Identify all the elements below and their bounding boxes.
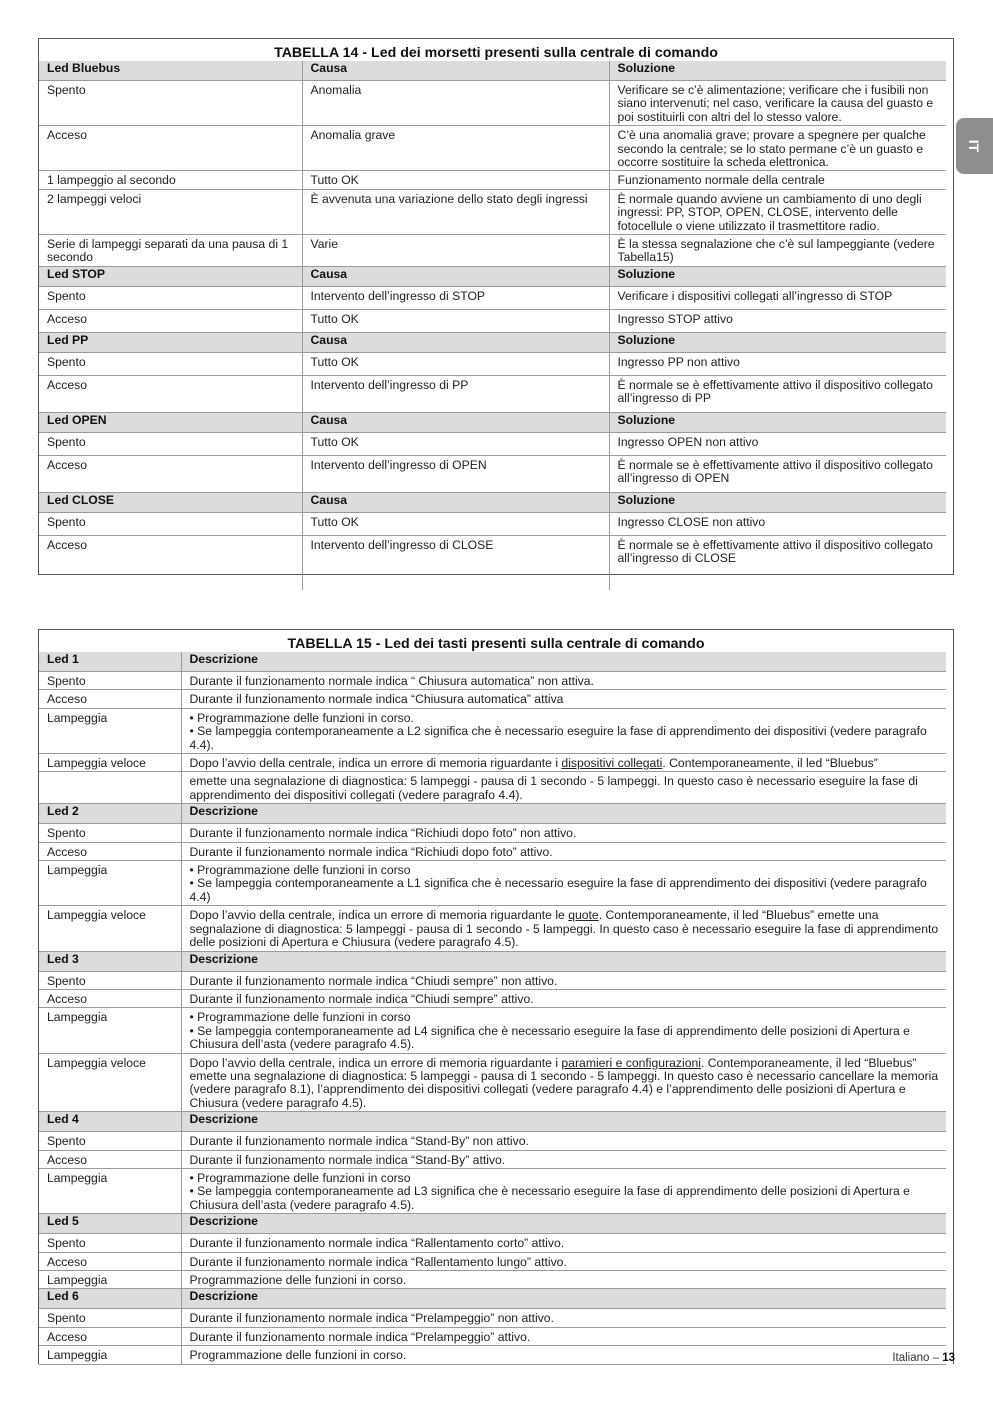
header-cell: Descrizione	[181, 1214, 946, 1234]
table-15-title: TABELLA 15 - Led dei tasti presenti sulla centrale di comando	[287, 636, 705, 652]
table-cell: Durante il funzionamento normale indica “Richiudi dopo foto” attivo.	[181, 842, 946, 860]
table-cell: Lampeggia	[39, 1271, 181, 1289]
table-cell	[39, 772, 181, 804]
table-cell: Ingresso CLOSE non attivo	[609, 513, 946, 536]
table-row	[39, 81, 946, 126]
table-cell: Intervento dell’ingresso di PP	[302, 376, 609, 413]
table-cell: Intervento dell’ingresso di STOP	[302, 287, 609, 310]
table-cell: Durante il funzionamento normale indica “Chiudi sempre” non attivo.	[181, 971, 946, 989]
table-cell: Acceso	[39, 456, 302, 493]
language-tab-label: IT	[966, 139, 983, 153]
table-cell: Tutto OK	[302, 171, 609, 189]
header-cell: Soluzione	[609, 413, 946, 433]
section-header	[39, 333, 946, 353]
header-cell: Led STOP	[39, 267, 302, 287]
table-cell: Spento	[39, 287, 302, 310]
table-cell: È normale se è effettivamente attivo il dispositivo collegato all’ingresso di PP	[609, 376, 946, 413]
table-row	[39, 171, 946, 189]
table-cell: Intervento dell’ingresso di CLOSE	[302, 536, 609, 591]
table-row	[39, 456, 946, 493]
table-row	[39, 1168, 946, 1213]
table-cell: Serie di lampeggi separati da una pausa di 1 secondo	[39, 235, 302, 267]
table-cell: Programmazione delle funzioni in corso.	[181, 1271, 946, 1289]
table-cell: 2 lampeggi veloci	[39, 189, 302, 234]
table-15-grid	[39, 652, 946, 1365]
table-row	[39, 235, 946, 267]
table-cell: Ingresso STOP attivo	[609, 310, 946, 333]
footer-language: Italiano	[892, 1352, 930, 1364]
language-tab[interactable]	[956, 118, 993, 174]
page-number: 13	[942, 1352, 955, 1364]
table-cell: Ingresso OPEN non attivo	[609, 433, 946, 456]
table-cell: Programmazione delle funzioni in corso.	[181, 1346, 946, 1364]
header-cell: Causa	[302, 413, 609, 433]
table-cell: Durante il funzionamento normale indica “Chiusura automatica” attiva	[181, 690, 946, 708]
table-row	[39, 1252, 946, 1270]
table-row	[39, 1271, 946, 1289]
table-cell: C’è una anomalia grave; provare a spegnere per qualche secondo la centrale; se lo stato permane c’è un guasto e occorre sostituire la scheda elettronica.	[609, 126, 946, 171]
header-cell: Causa	[302, 61, 609, 81]
table-cell: Anomalia grave	[302, 126, 609, 171]
table-row	[39, 353, 946, 376]
header-cell: Descrizione	[181, 804, 946, 824]
table-cell: Spento	[39, 433, 302, 456]
table-cell: È normale se è effettivamente attivo il dispositivo collegato all’ingresso di CLOSE	[609, 536, 946, 591]
table-cell: Spento	[39, 1234, 181, 1252]
header-cell: Soluzione	[609, 493, 946, 513]
table-cell: Lampeggia	[39, 1168, 181, 1213]
table-cell: Lampeggia veloce	[39, 754, 181, 772]
table-cell: Spento	[39, 1132, 181, 1150]
header-cell: Led 5	[39, 1214, 181, 1234]
header-cell: Descrizione	[181, 951, 946, 971]
table-row	[39, 536, 946, 591]
section-header	[39, 267, 946, 287]
header-cell: Descrizione	[181, 1112, 946, 1132]
table-cell: Durante il funzionamento normale indica “Prelampeggio” attivo.	[181, 1327, 946, 1345]
table-cell: È normale quando avviene un cambiamento di uno degli ingressi: PP, STOP, OPEN, CLOSE, intervento delle fotocellule o viene utilizzato il trasmettitore radio.	[609, 189, 946, 234]
table-cell: Durante il funzionamento normale indica “Rallentamento lungo” attivo.	[181, 1252, 946, 1270]
table-row	[39, 513, 946, 536]
table-cell: Tutto OK	[302, 310, 609, 333]
section-header	[39, 493, 946, 513]
section-header	[39, 652, 946, 672]
header-cell: Soluzione	[609, 267, 946, 287]
table-row	[39, 842, 946, 860]
table-cell: Acceso	[39, 376, 302, 413]
table-cell: • Programmazione delle funzioni in corso • Se lampeggia contemporaneamente ad L3 significa che è necessario eseguire la fase di apprendimento delle posizioni di Apertura e Chiusura dell’asta (vedere paragrafo 4.5).	[181, 1168, 946, 1213]
table-cell: Spento	[39, 824, 181, 842]
section-header	[39, 1214, 946, 1234]
table-cell: Durante il funzionamento normale indica “Prelampeggio” non attivo.	[181, 1309, 946, 1327]
table-cell: Durante il funzionamento normale indica “Richiudi dopo foto” non attivo.	[181, 824, 946, 842]
table-cell: Intervento dell’ingresso di OPEN	[302, 456, 609, 493]
header-cell: Causa	[302, 493, 609, 513]
table-row	[39, 376, 946, 413]
table-row	[39, 287, 946, 310]
table-cell: Acceso	[39, 690, 181, 708]
table-cell: Ingresso PP non attivo	[609, 353, 946, 376]
table-cell: Verificare se c’è alimentazione; verificare che i fusibili non siano intervenuti; nel caso, verificare la causa del guasto e poi sostituirli con altri del lo stesso valore.	[609, 81, 946, 126]
table-row	[39, 772, 946, 804]
table-row	[39, 989, 946, 1007]
table-cell: È avvenuta una variazione dello stato degli ingressi	[302, 189, 609, 234]
table-row	[39, 690, 946, 708]
table-row	[39, 433, 946, 456]
table-cell: Spento	[39, 513, 302, 536]
table-cell: È normale se è effettivamente attivo il dispositivo collegato all’ingresso di OPEN	[609, 456, 946, 493]
table-row	[39, 1008, 946, 1053]
header-cell: Causa	[302, 333, 609, 353]
header-cell: Led PP	[39, 333, 302, 353]
table-row	[39, 1309, 946, 1327]
table-row	[39, 1053, 946, 1112]
table-cell: Acceso	[39, 989, 181, 1007]
footer-separator: –	[929, 1352, 943, 1364]
table-cell: Tutto OK	[302, 513, 609, 536]
table-cell: Acceso	[39, 126, 302, 171]
table-cell: • Programmazione delle funzioni in corso • Se lampeggia contemporaneamente ad L4 significa che è necessario eseguire la fase di apprendimento delle posizioni di Apertura e Chiusura dell’asta (vedere paragrafo 4.5).	[181, 1008, 946, 1053]
table-row	[39, 189, 946, 234]
table-cell: Durante il funzionamento normale indica “Stand-By” non attivo.	[181, 1132, 946, 1150]
section-header	[39, 413, 946, 433]
table-row	[39, 824, 946, 842]
table-14	[38, 38, 954, 575]
table-cell: Spento	[39, 81, 302, 126]
table-row	[39, 708, 946, 753]
table-cell: Spento	[39, 353, 302, 376]
table-row	[39, 1132, 946, 1150]
table-cell: Anomalia	[302, 81, 609, 126]
table-cell: Tutto OK	[302, 433, 609, 456]
header-cell: Led OPEN	[39, 413, 302, 433]
table-cell: Spento	[39, 1309, 181, 1327]
table-cell: Durante il funzionamento normale indica “Stand-By” attivo.	[181, 1150, 946, 1168]
table-cell: 1 lampeggio al secondo	[39, 171, 302, 189]
section-header	[39, 1112, 946, 1132]
table-cell: Durante il funzionamento normale indica “Rallentamento corto” attivo.	[181, 1234, 946, 1252]
table-cell: Lampeggia veloce	[39, 906, 181, 951]
header-cell: Led 2	[39, 804, 181, 824]
table-cell: Dopo l’avvio della centrale, indica un errore di memoria riguardante i paramieri e configurazioni. Contemporaneamente, il led “Bluebus” emette una segnalazione di diagnostica: 5 lampeggi - pausa di 1 secondo - 5 lampeggi. In questo caso è necessario cancellare la memoria (vedere paragrafo 8.1), l’apprendimento dei dispositivi collegati (vedere paragrafo 4.4) e l’apprendimento delle posizioni di Apertura e Chiusura (vedere paragrafo 4.5).	[181, 1053, 946, 1112]
table-cell: Acceso	[39, 1252, 181, 1270]
table-cell: Lampeggia	[39, 708, 181, 753]
table-row	[39, 861, 946, 906]
page-footer	[892, 1352, 955, 1364]
header-cell: Led Bluebus	[39, 61, 302, 81]
table-15	[38, 629, 954, 1364]
table-row	[39, 1234, 946, 1252]
table-14-grid	[39, 61, 946, 590]
table-row	[39, 906, 946, 951]
header-cell: Soluzione	[609, 333, 946, 353]
table-cell: Verificare i dispositivi collegati all’ingresso di STOP	[609, 287, 946, 310]
table-cell: emette una segnalazione di diagnostica: 5 lampeggi - pausa di 1 secondo - 5 lampeggi. In questo caso è necessario eseguire la fase di apprendimento dei dispositivi collegati (vedere paragrafo 4.4).	[181, 772, 946, 804]
table-cell: È la stessa segnalazione che c’è sul lampeggiante (vedere Tabella15)	[609, 235, 946, 267]
section-header	[39, 951, 946, 971]
header-cell: Causa	[302, 267, 609, 287]
table-cell: Acceso	[39, 1150, 181, 1168]
table-cell: Spento	[39, 672, 181, 690]
table-cell: Acceso	[39, 842, 181, 860]
section-header	[39, 61, 946, 81]
table-row	[39, 1150, 946, 1168]
header-cell: Led 6	[39, 1289, 181, 1309]
table-cell: Acceso	[47, 538, 87, 553]
table-cell: Funzionamento normale della centrale	[609, 171, 946, 189]
table-cell: Lampeggia	[39, 1346, 181, 1364]
table-cell: Acceso	[39, 310, 302, 333]
section-header	[39, 1289, 946, 1309]
table-row	[39, 1346, 946, 1364]
table-cell: • Programmazione delle funzioni in corso • Se lampeggia contemporaneamente a L1 significa che è necessario eseguire la fase di apprendimento dei dispositivi (vedere paragrafo 4.4)	[181, 861, 946, 906]
table-cell: Lampeggia veloce	[39, 1053, 181, 1112]
table-cell: Tutto OK	[302, 353, 609, 376]
table-row	[39, 1327, 946, 1345]
header-cell: Descrizione	[181, 1289, 946, 1309]
table-cell: Acceso	[39, 1327, 181, 1345]
header-cell: Led CLOSE	[39, 493, 302, 513]
table-cell: Spento	[39, 971, 181, 989]
table-cell: Lampeggia	[39, 1008, 181, 1053]
table-cell: Dopo l’avvio della centrale, indica un errore di memoria riguardante le quote. Contemporaneamente, il led “Bluebus” emette una segnalazione di diagnostica: 5 lampeggi - pausa di 1 secondo - 5 lampeggi. In questo caso è necessario eseguire la fase di apprendimento delle posizioni di Apertura e Chiusura (vedere paragrafo 4.5).	[181, 906, 946, 951]
table-row	[39, 126, 946, 171]
table-cell: Varie	[302, 235, 609, 267]
header-cell: Soluzione	[609, 61, 946, 81]
table-cell: Dopo l’avvio della centrale, indica un errore di memoria riguardante i dispositivi collegati. Contemporaneamente, il led “Bluebus”	[181, 754, 946, 772]
table-14-title: TABELLA 14 - Led dei morsetti presenti sulla centrale di comando	[274, 45, 718, 61]
table-row	[39, 310, 946, 333]
table-cell: Durante il funzionamento normale indica “Chiudi sempre” attivo.	[181, 989, 946, 1007]
table-cell: Durante il funzionamento normale indica “ Chiusura automatica” non attiva.	[181, 672, 946, 690]
table-cell: • Programmazione delle funzioni in corso. • Se lampeggia contemporaneamente a L2 significa che è necessario eseguire la fase di apprendimento dei dispositivi (vedere paragrafo 4.4).	[181, 708, 946, 753]
table-row	[39, 672, 946, 690]
header-cell: Led 4	[39, 1112, 181, 1132]
section-header	[39, 804, 946, 824]
table-row	[39, 754, 946, 772]
header-cell: Led 1	[39, 652, 181, 672]
header-cell: Led 3	[39, 951, 181, 971]
header-cell: Descrizione	[181, 652, 946, 672]
table-row	[39, 971, 946, 989]
table-cell: Lampeggia	[39, 861, 181, 906]
